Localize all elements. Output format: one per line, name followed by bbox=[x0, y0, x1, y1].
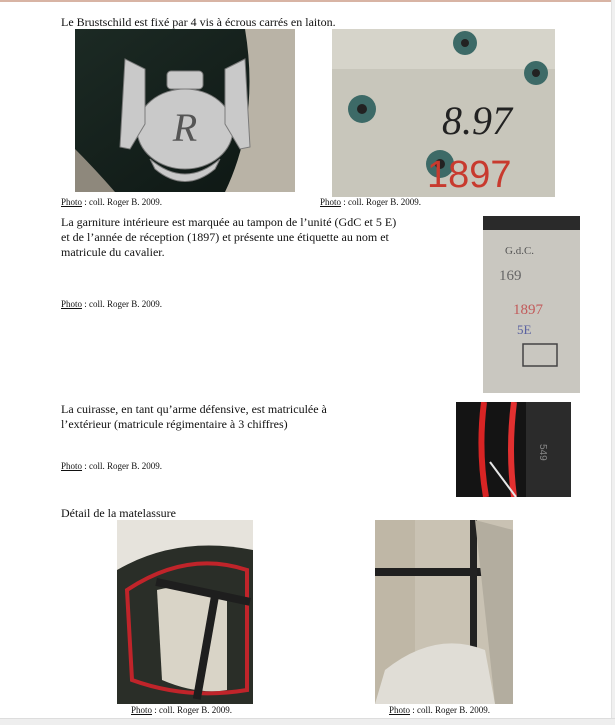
photo-link[interactable]: Photo bbox=[61, 197, 83, 207]
caption-screws: Photo : coll. Roger B. 2009. bbox=[320, 197, 422, 207]
photo-link[interactable]: Photo bbox=[320, 197, 342, 207]
svg-text:G.d.C.: G.d.C. bbox=[505, 245, 535, 257]
caption-brustschild: Photo : coll. Roger B. 2009. bbox=[61, 197, 163, 207]
photo-red-cords bbox=[456, 402, 571, 497]
photo-screws-1897 bbox=[332, 29, 555, 197]
brustschild-paragraph: Le Brustschild est fixé par 4 vis à écrous carrés en laiton. bbox=[61, 15, 336, 29]
caption-garniture: Photo : coll. Roger B. 2009. bbox=[61, 299, 163, 309]
cuirasse-paragraph-line2: l’extérieur (matricule régimentaire à 3 chiffres) bbox=[61, 417, 288, 431]
svg-text:8.97: 8.97 bbox=[442, 98, 512, 143]
photo-lining-stamp bbox=[483, 216, 580, 393]
svg-text:5E: 5E bbox=[517, 322, 532, 337]
garniture-paragraph-line2: et de l’année de réception (1897) et présente une étiquette au nom et bbox=[61, 230, 389, 244]
photo-link[interactable]: Photo bbox=[61, 461, 83, 471]
photo-link[interactable]: Photo bbox=[61, 299, 83, 309]
svg-text:1897: 1897 bbox=[427, 154, 512, 196]
photo-link[interactable]: Photo bbox=[131, 705, 153, 715]
photo-matelassure-left bbox=[117, 520, 253, 704]
photo-link[interactable]: Photo bbox=[389, 705, 411, 715]
caption-matelassure-right: Photo : coll. Roger B. 2009. bbox=[389, 705, 491, 715]
page-top-border bbox=[0, 0, 615, 2]
photo-brustschild-emblem bbox=[75, 29, 295, 192]
page-scrollbar-track[interactable] bbox=[611, 0, 615, 725]
svg-text:169: 169 bbox=[499, 268, 522, 284]
cuirasse-paragraph-line1: La cuirasse, en tant qu’arme défensive, est matriculée à bbox=[61, 402, 327, 416]
svg-text:549: 549 bbox=[537, 444, 548, 461]
matelassure-heading: Détail de la matelassure bbox=[61, 506, 176, 520]
page-bottom-bar bbox=[0, 718, 615, 725]
garniture-paragraph-line3: matricule du cavalier. bbox=[61, 245, 165, 259]
photo-matelassure-right bbox=[375, 520, 513, 704]
svg-text:1897: 1897 bbox=[513, 302, 543, 318]
caption-matelassure-left: Photo : coll. Roger B. 2009. bbox=[131, 705, 233, 715]
garniture-paragraph-line1: La garniture intérieure est marquée au tampon de l’unité (GdC et 5 E) bbox=[61, 215, 397, 229]
emblem-letter: R bbox=[172, 105, 198, 150]
caption-cuirasse: Photo : coll. Roger B. 2009. bbox=[61, 461, 163, 471]
